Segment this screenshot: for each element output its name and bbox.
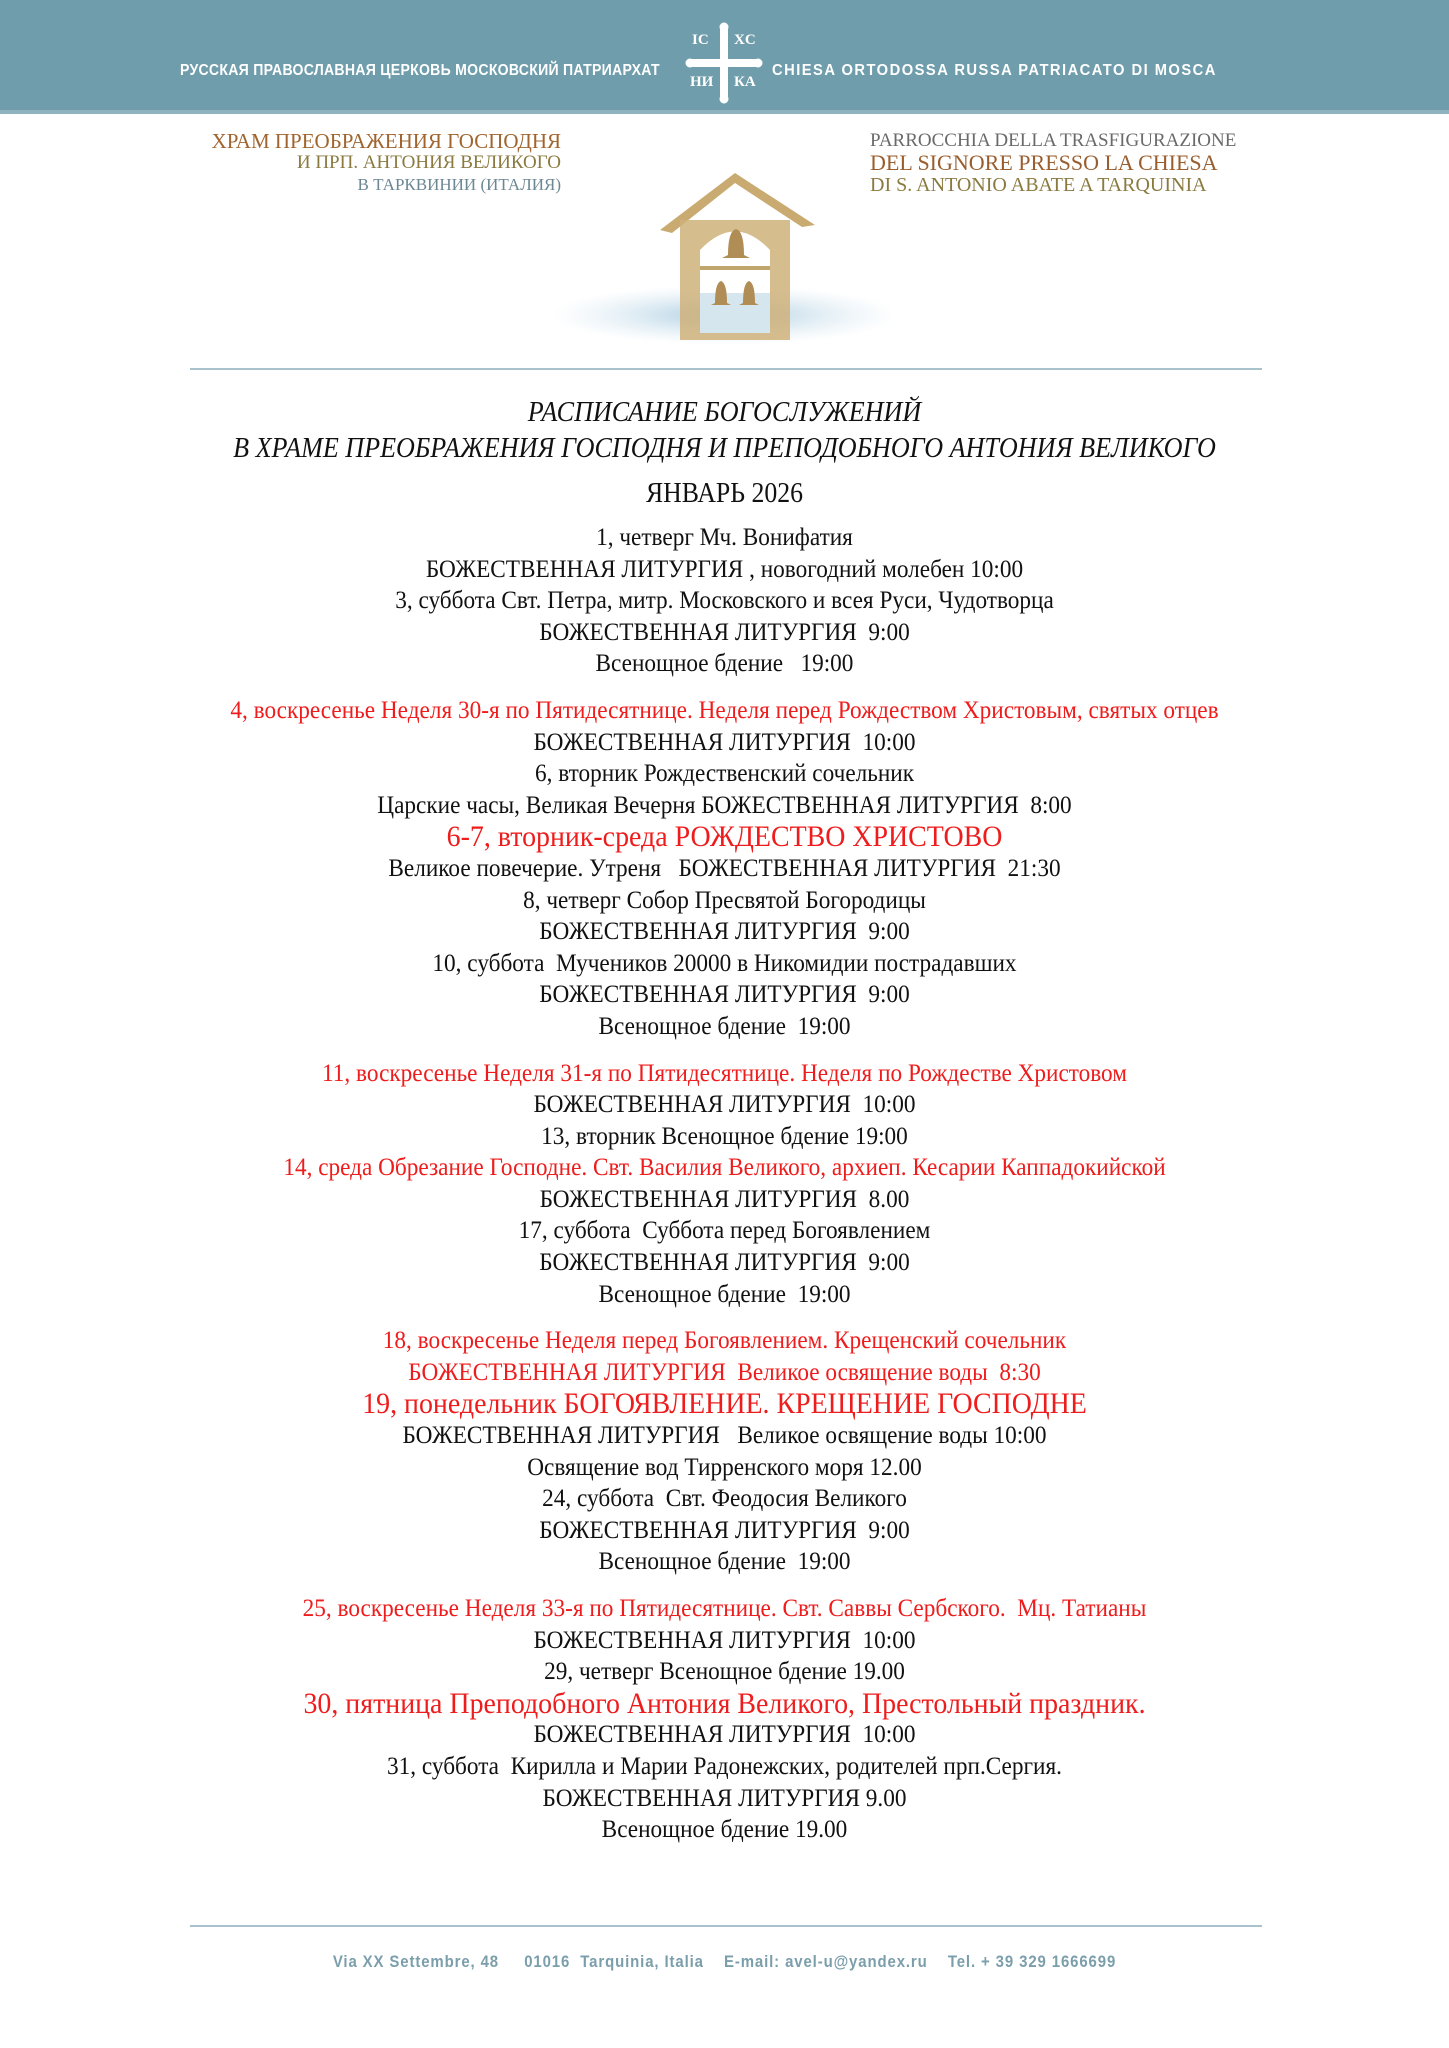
schedule-line: 1, четверг Мч. Вонифатия xyxy=(596,524,853,551)
parish-name-italian xyxy=(870,130,1236,196)
schedule-line: 14, среда Обрезание Господне. Свт. Василия Великого, архиеп. Кесарии Каппадокийской xyxy=(283,1154,1166,1182)
schedule-line: БОЖЕСТВЕННАЯ ЛИТУРГИЯ 10:00 xyxy=(533,728,916,756)
contact-footer xyxy=(87,1952,1362,1972)
schedule-line: БОЖЕСТВЕННАЯ ЛИТУРГИЯ 9:00 xyxy=(539,618,910,646)
emblem-letters-ni: НИ xyxy=(690,74,714,90)
schedule-line: 4, воскресенье Неделя 30-я по Пятидесятнице. Неделя перед Рождеством Христовым, святых отцев xyxy=(230,696,1219,724)
schedule-line: 6-7, вторник-среда РОЖДЕСТВО ХРИСТОВО xyxy=(446,820,1003,854)
schedule-line: 17, суббота Суббота перед Богоявлением xyxy=(518,1217,931,1245)
schedule-line: БОЖЕСТВЕННАЯ ЛИТУРГИЯ 9:00 xyxy=(539,1516,910,1544)
schedule-line: 25, воскресенье Неделя 33-я по Пятидесятнице. Свт. Саввы Сербского. Мц. Татианы xyxy=(302,1595,1147,1622)
schedule-spacer xyxy=(51,1043,1399,1058)
schedule-line: 29, четверг Всенощное бдение 19.00 xyxy=(544,1658,905,1686)
schedule-line: БОЖЕСТВЕННАЯ ЛИТУРГИЯ 10:00 xyxy=(533,1721,916,1749)
schedule-line: 3, суббота Свт. Петра, митр. Московского и всея Руси, Чудотворца xyxy=(395,587,1054,615)
schedule-line: 24, суббота Свт. Феодосия Великого xyxy=(542,1485,907,1513)
parish-ru-line: В ТАРКВИНИИ (ИТАЛИЯ) xyxy=(357,175,561,194)
schedule-line: БОЖЕСТВЕННАЯ ЛИТУРГИЯ 9:00 xyxy=(539,981,910,1009)
schedule-line: Великое повечерие. Утреня БОЖЕСТВЕННАЯ ЛИТУРГИЯ 21:30 xyxy=(388,854,1061,882)
schedule-line: Всенощное бдение 19:00 xyxy=(598,1280,851,1308)
banner-left-text: РУССКАЯ ПРАВОСЛАВНАЯ ЦЕРКОВЬ МОСКОВСКИЙ ПАТРИАРХАТ xyxy=(180,62,660,79)
schedule-line: 10, суббота Мучеников 20000 в Никомидии пострадавших xyxy=(432,949,1017,977)
parish-it-line: PARROCCHIA DELLA TRASFIGURAZIONE xyxy=(870,130,1237,151)
divider-top xyxy=(190,368,1262,370)
divider-bottom xyxy=(190,1925,1262,1927)
banner-right-text: CHIESA ORTODOSSA RUSSA PATRIACATO DI MOSCA xyxy=(772,62,1217,79)
orthodox-cross-icon xyxy=(684,22,764,104)
parish-name-russian xyxy=(212,130,561,196)
parish-it-line: DEL SIGNORE PRESSO LA CHIESA xyxy=(870,150,1218,175)
footer-phone: Tel. + 39 329 1666699 xyxy=(947,1952,1117,1971)
schedule-line: 13, вторник Всенощное бдение 19:00 xyxy=(541,1122,908,1150)
schedule-spacer xyxy=(51,1578,1399,1593)
schedule-line: Царские часы, Великая Вечерня БОЖЕСТВЕННАЯ ЛИТУРГИЯ 8:00 xyxy=(377,791,1072,819)
parish-ru-line: И ПРП. АНТОНИЯ ВЕЛИКОГО xyxy=(296,152,561,173)
footer-address: Via XX Settembre, 48 xyxy=(332,1952,499,1971)
schedule-line: Всенощное бдение 19.00 xyxy=(601,1816,848,1844)
schedule-line: БОЖЕСТВЕННАЯ ЛИТУРГИЯ 10:00 xyxy=(533,1091,916,1119)
schedule-line: Всенощное бдение 19:00 xyxy=(595,650,854,678)
schedule-line: БОЖЕСТВЕННАЯ ЛИТУРГИЯ , новогодний молебен 10:00 xyxy=(425,555,1024,583)
schedule-line: 11, воскресенье Неделя 31-я по Пятидесятнице. Неделя по Рождестве Христовом xyxy=(322,1059,1127,1087)
footer-postal: 01016 Tarquinia, Italia xyxy=(524,1952,704,1971)
schedule-line: БОЖЕСТВЕННАЯ ЛИТУРГИЯ 9:00 xyxy=(539,918,910,946)
parish-it-line: DI S. ANTONIO ABATE A TARQUINIA xyxy=(870,174,1207,196)
belfry-illustration xyxy=(540,165,890,355)
emblem-letters-ka: КА xyxy=(734,74,756,90)
schedule-line: 18, воскресенье Неделя перед Богоявлением. Крещенский сочельник xyxy=(382,1327,1067,1355)
service-schedule xyxy=(0,522,1449,1846)
schedule-title: РАСПИСАНИЕ БОГОСЛУЖЕНИЙ xyxy=(527,396,922,428)
schedule-line: БОЖЕСТВЕННАЯ ЛИТУРГИЯ Великое освящение воды 10:00 xyxy=(402,1422,1047,1450)
schedule-line: 8, четверг Собор Пресвятой Богородицы xyxy=(523,886,926,914)
schedule-line: 6, вторник Рождественский сочельник xyxy=(534,760,915,788)
schedule-spacer xyxy=(51,680,1399,695)
schedule-line: 31, суббота Кирилла и Марии Радонежских, родителей прп.Сергия. xyxy=(387,1752,1062,1780)
schedule-line: БОЖЕСТВЕННАЯ ЛИТУРГИЯ 9:00 xyxy=(539,1249,910,1277)
schedule-line: БОЖЕСТВЕННАЯ ЛИТУРГИЯ Великое освящение воды 8:30 xyxy=(408,1358,1041,1386)
schedule-spacer xyxy=(51,1310,1399,1325)
emblem-letters-xc: XC xyxy=(734,32,756,48)
parish-ru-line: ХРАМ ПРЕОБРАЖЕНИЯ ГОСПОДНЯ xyxy=(211,129,561,153)
schedule-line: Освящение вод Тирренского моря 12.00 xyxy=(527,1453,922,1481)
header-banner xyxy=(0,0,1449,114)
schedule-line: БОЖЕСТВЕННАЯ ЛИТУРГИЯ 8.00 xyxy=(539,1185,910,1213)
schedule-line: БОЖЕСТВЕННАЯ ЛИТУРГИЯ 9.00 xyxy=(542,1784,907,1812)
schedule-line: Всенощное бдение 19:00 xyxy=(598,1548,851,1576)
schedule-month: ЯНВАРЬ 2026 xyxy=(645,478,804,509)
footer-email: E-mail: avel-u@yandex.ru xyxy=(724,1952,928,1971)
schedule-line: 19, понедельник БОГОЯВЛЕНИЕ. КРЕЩЕНИЕ ГОСПОДНЕ xyxy=(362,1387,1087,1421)
emblem-letters-ic: IC xyxy=(692,32,709,48)
schedule-subtitle: В ХРАМЕ ПРЕОБРАЖЕНИЯ ГОСПОДНЯ И ПРЕПОДОБНОГО АНТОНИЯ ВЕЛИКОГО xyxy=(233,432,1216,464)
schedule-line: 30, пятница Преподобного Антония Великого, Престольный праздник. xyxy=(303,1686,1146,1720)
schedule-line: БОЖЕСТВЕННАЯ ЛИТУРГИЯ 10:00 xyxy=(533,1626,916,1654)
schedule-line: Всенощное бдение 19:00 xyxy=(598,1012,851,1040)
